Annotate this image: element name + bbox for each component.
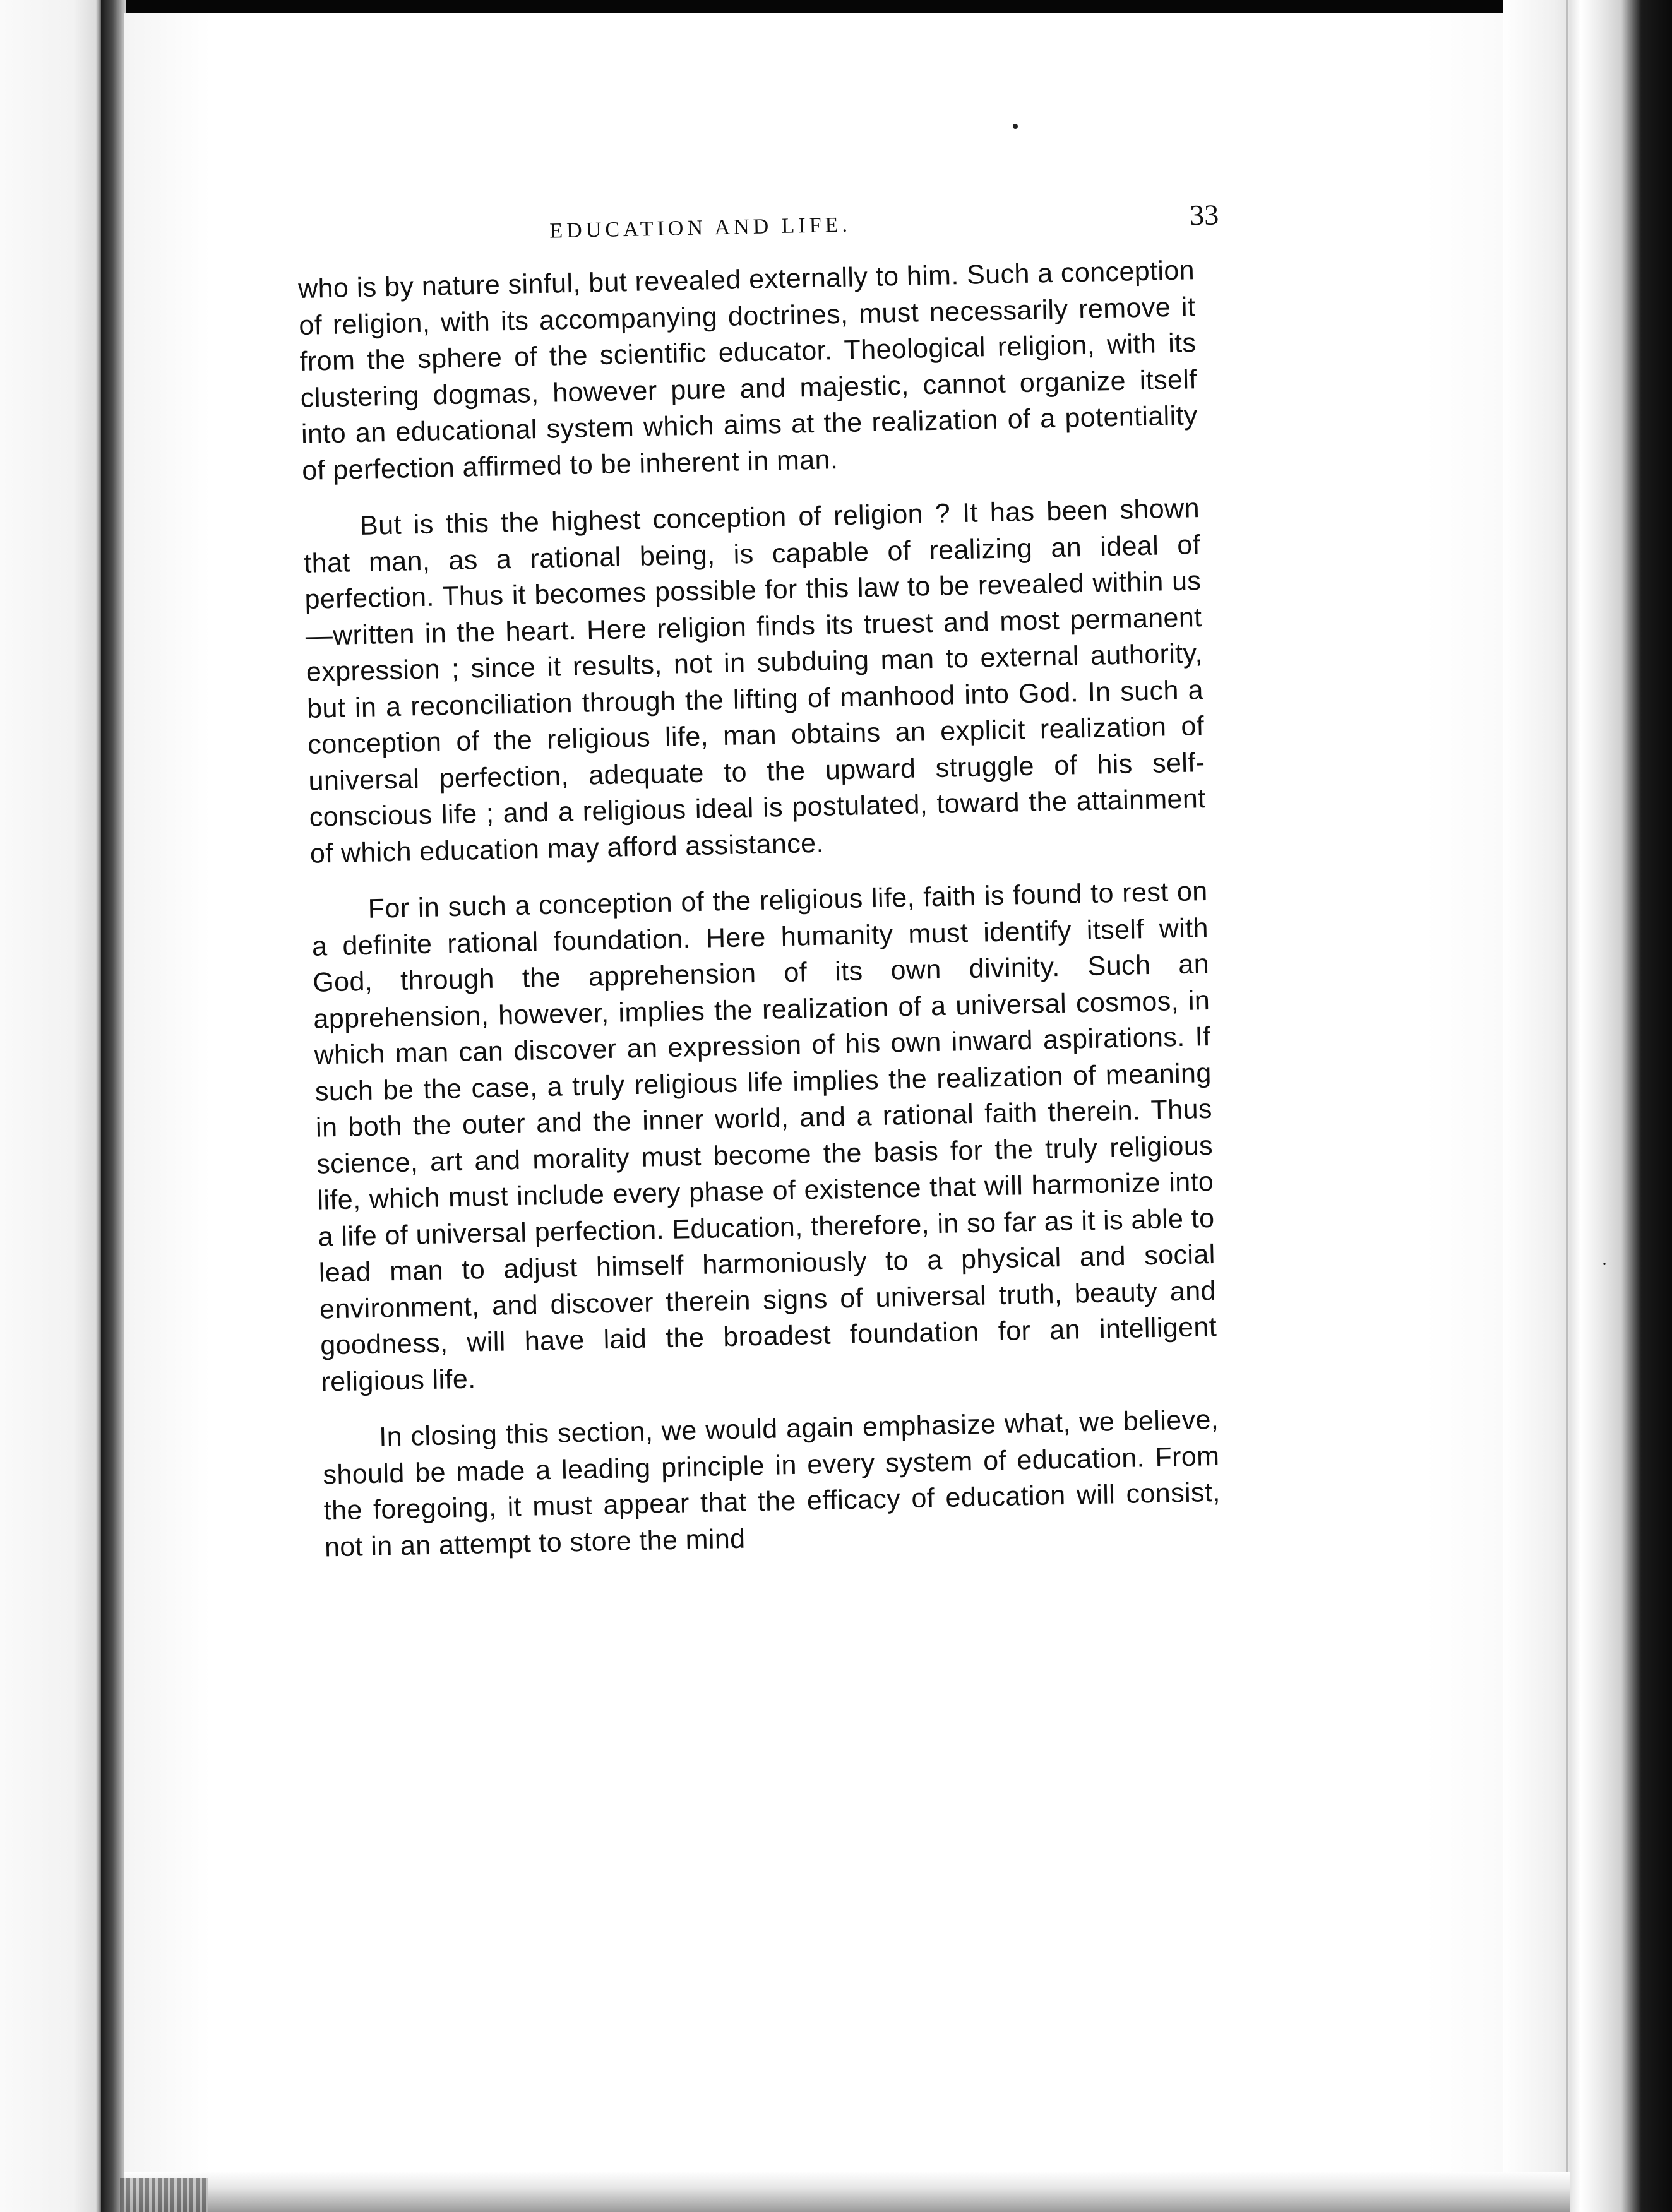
paragraph: For in such a conception of the religious life, faith is found to rest on a definite rational foundation. Here humanity must identify itself with God, through the apprehension of its own divinity. Such an apprehension, however, implies the realization of a universal cosmos, in which man can discover an expression of his own inward aspirations. If such be the case, a truly religious life implies the realization of meaning in both the outer and the inner world, and a rational faith therein. Thus science, art and morality must become the basis for the truly religious life, which must include every phase of existence that will harmonize into a life of universal perfection. Education, therefore, in so far as it is able to lead man to adjust himself harmoniously to a physical and social environment, and discover therein signs of universal truth, beauty and goodness, will have laid the broadest foundation for an intelligent religious life. xyxy=(311,876,1217,1398)
paragraph: In closing this section, we would again emphasize what, we believe, should be made a leading principle in every system of education. From the foregoing, it must appear that the efficacy of education will consist, not in an attempt to store the mind xyxy=(323,1404,1221,1563)
facing-page-edge xyxy=(0,0,104,2212)
edge-speck: · xyxy=(1601,1254,1608,1275)
book-gutter xyxy=(101,0,126,2212)
binding-mark xyxy=(120,2178,208,2212)
page-edge-line xyxy=(1566,0,1568,2212)
paragraph: But is this the highest conception of religion ? It has been shown that man, as a rational being, is capable of realizing an ideal of perfection. Thus it becomes possible for this law to be revealed within us—written in the heart. Here religion finds its truest and most permanent expression ; since it results, not in subduing man to external authority, but in a reconciliation through the lifting of manhood into God. In such a conception of the religious life, man obtains an explicit realization of universal perfection, adequate to the upward struggle of his self-conscious life ; and a religious ideal is postulated, toward the attainment of which education may afford assistance. xyxy=(303,493,1206,869)
page-stack-edge xyxy=(1503,0,1672,2212)
ink-speck xyxy=(1013,124,1018,129)
page-bottom-shadow xyxy=(124,2172,1570,2212)
page-number: 33 xyxy=(1189,198,1219,232)
page-text-block xyxy=(297,198,1222,1586)
running-title: EDUCATION AND LIFE. xyxy=(549,213,852,243)
paragraph: who is by nature sinful, but revealed externally to him. Such a conception of religion, with its accompanying doctrines, must necessarily remove it from the sphere of the scientific educator. Theological religion, with its clustering dogmas, however pure and majestic, cannot organize itself into an educational system which aims at the realization of a potentiality of perfection affirmed to be inherent in man. xyxy=(297,255,1198,486)
